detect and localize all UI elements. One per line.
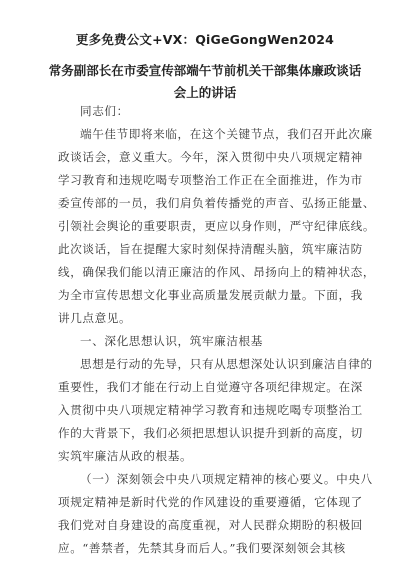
paragraph-line: 实筑牢廉洁从政的根基。 [58,449,193,463]
paragraph-line: 项规定精神是新时代党的作风建设的重要遵循，它体现了 [58,495,363,509]
section-heading: 一、深化思想认识，筑牢廉洁根基 [80,334,263,348]
document-title-line-2: 会上的讲话 [173,85,237,100]
paragraph-line: 政谈话会，意义重大。今年，深入贯彻中央八项规定精神 [58,150,363,164]
paragraph-line: 委宣传部的一员，我们肩负着传播党的声音、弘扬正能量、 [58,196,376,210]
paragraph-line: 作的大背景下，我们必须把思想认识提升到新的高度，切 [58,426,363,440]
paragraph-line: 引领社会舆论的重要职责，更应以身作则，严守纪律底线。 [58,219,376,233]
subsection-line: （一）深刻领会中央八项规定精神的核心要义。中央八 [80,472,373,486]
paragraph-line: 讲几点意见。 [58,311,132,325]
paragraph-line: 我们党对自身建设的高度重视，对人民群众期盼的积极回 [58,518,363,532]
paragraph-line: 此次谈话，旨在提醒大家时刻保持清醒头脑，筑牢廉洁防 [58,242,363,256]
greeting: 同志们： [80,104,129,118]
paragraph-line: 学习教育和违规吃喝专项整治工作正在全面推进，作为市 [58,173,363,187]
paragraph-line: 思想是行动的先导，只有从思想深处认识到廉洁自律的 [80,357,373,371]
paragraph-line: 线，确保我们能以清正廉洁的作风、昂扬向上的精神状态， [58,265,376,279]
paragraph-line: 入贯彻中央八项规定精神学习教育和违规吃喝专项整治工 [58,403,363,417]
paragraph-line: 应。“善禁者，先禁其身而后人。”我们要深刻领会其核 [58,541,346,555]
paragraph-line: 端午佳节即将来临，在这个关键节点，我们召开此次廉 [80,127,373,141]
paragraph-line: 重要性，我们才能在行动上自觉遵守各项纪律规定。在深 [58,380,363,394]
document-title-line-1: 常务副部长在市委宣传部端午节前机关干部集体廉政谈话 [48,63,362,78]
watermark-text: 更多免费公文+VX：QiGeGongWen2024 [75,32,335,47]
paragraph-line: 为全市宣传思想文化事业高质量发展贡献力量。下面，我 [58,288,363,302]
